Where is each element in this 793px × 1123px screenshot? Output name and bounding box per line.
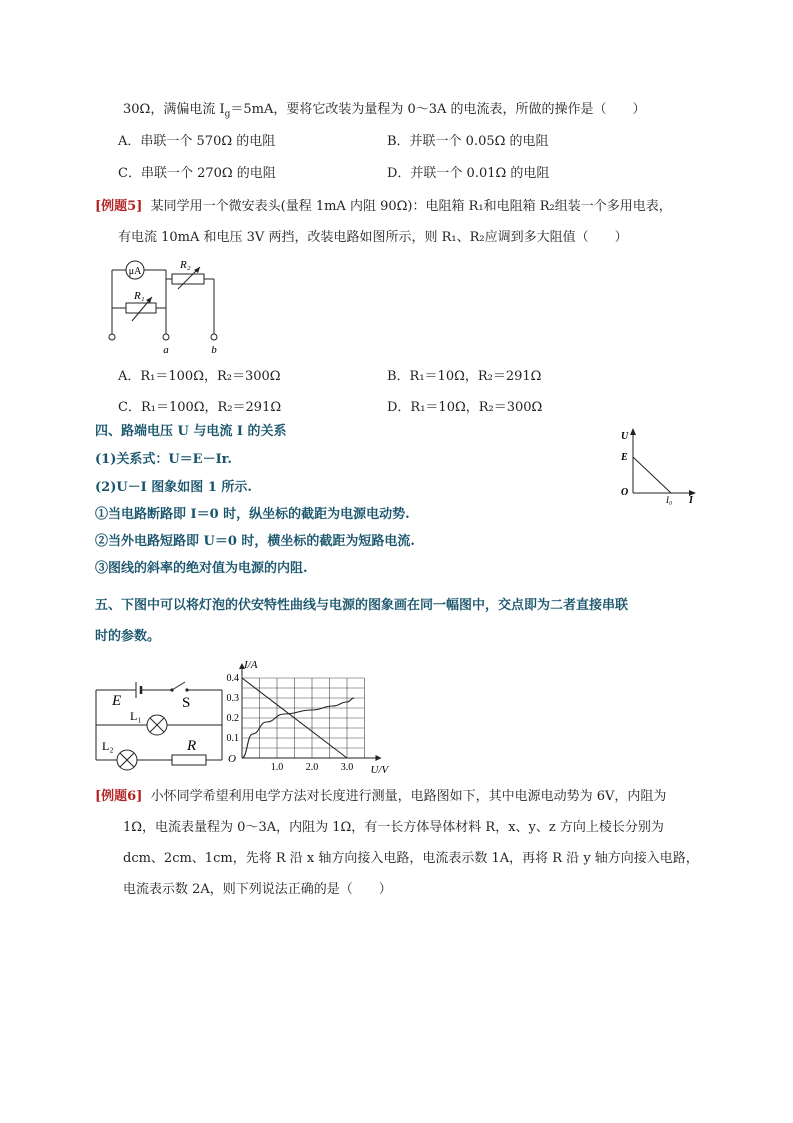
chart-origin-label: O bbox=[228, 753, 236, 765]
section-4-title: 四、路端电压 U 与电流 I 的关系 bbox=[95, 424, 287, 439]
example-6-line2: 1Ω，电流表量程为 0～3A，内阻为 1Ω，有一长方体导体材料 R，x、y、z 方向上棱长分别为 bbox=[123, 820, 664, 835]
switch-label: S bbox=[182, 695, 191, 711]
chart-y-label: I/A bbox=[244, 659, 258, 671]
option-b[interactable]: B．R₁＝10Ω，R₂＝291Ω bbox=[387, 369, 542, 384]
option-d[interactable]: D．R₁＝10Ω，R₂＝300Ω bbox=[387, 400, 543, 415]
example-6-line3: dcm、2cm、1cm，先将 R 沿 x 轴方向接入电路，电流表示数 1A，再将 R 沿 y 轴方向接入电路， bbox=[123, 851, 699, 866]
lamp-1-label: L₁ bbox=[130, 709, 142, 723]
x-tick-label: 1.0 bbox=[270, 762, 284, 773]
y-tick-label: 0.4 bbox=[226, 673, 239, 684]
example-6-line4: 电流表示数 2A，则下列说法正确的是（ ） bbox=[123, 882, 392, 897]
resistor-label: R bbox=[187, 738, 197, 754]
u-i-graph bbox=[615, 425, 705, 505]
option-c[interactable]: C．串联一个 270Ω 的电阻 bbox=[118, 166, 276, 181]
example-tag: [例题5] bbox=[95, 199, 143, 214]
example-tag: [例题6] bbox=[95, 789, 143, 804]
y-tick-label: 0.1 bbox=[226, 733, 239, 744]
emf-label: E bbox=[112, 693, 122, 709]
iv-chart bbox=[222, 658, 394, 776]
r2-label: R₂ bbox=[180, 259, 191, 271]
i-axis-label: I bbox=[689, 495, 693, 505]
example-6-line1: [例题6] 小怀同学希望利用电学方法对长度进行测量，电路图如下，其中电源电动势为 6V，内阻为 bbox=[95, 789, 667, 804]
i0-label: I₀ bbox=[666, 495, 673, 505]
lamp-2-label: L₂ bbox=[102, 739, 114, 753]
section-4-p3: ①当电路断路即 I＝0 时，纵坐标的截距为电源电动势. bbox=[95, 507, 410, 522]
terminal-a-label: a bbox=[163, 344, 169, 356]
option-a[interactable]: A．R₁＝100Ω，R₂＝300Ω bbox=[118, 369, 281, 384]
chart-x-label: U/V bbox=[370, 764, 389, 776]
option-c[interactable]: C．R₁＝100Ω，R₂＝291Ω bbox=[118, 400, 282, 415]
ammeter-conversion-circuit bbox=[108, 255, 218, 357]
example-5-line1: [例题5] 某同学用一个微安表头(量程 1mA 内阻 90Ω)：电阻箱 R₁和电阻箱 R₂组装一个多用电表， bbox=[95, 199, 672, 214]
origin-label: O bbox=[621, 487, 629, 498]
option-b[interactable]: B．并联一个 0.05Ω 的电阻 bbox=[387, 134, 549, 149]
option-d[interactable]: D．并联一个 0.01Ω 的电阻 bbox=[387, 166, 550, 181]
y-tick-label: 0.3 bbox=[226, 693, 239, 704]
y-tick-label: 0.2 bbox=[226, 713, 239, 724]
option-a[interactable]: A．串联一个 570Ω 的电阻 bbox=[118, 134, 276, 149]
example-5-line2: 有电流 10mA 和电压 3V 两挡，改装电路如图所示，则 R₁、R₂应调到多大阻值（ ） bbox=[118, 230, 628, 245]
lamp-circuit bbox=[92, 678, 227, 773]
section-5-line2: 时的参数。 bbox=[95, 629, 161, 644]
microammeter-label: μA bbox=[128, 266, 142, 277]
section-4-p2: (2)U－I 图象如图 1 所示. bbox=[95, 480, 252, 495]
r1-label: R₁ bbox=[134, 290, 145, 302]
section-5-line1: 五、下图中可以将灯泡的伏安特性曲线与电源的图象画在同一幅图中，交点即为二者直接串联 bbox=[95, 598, 629, 613]
section-4-p1: (1)关系式：U＝E－Ir. bbox=[95, 452, 232, 467]
section-4-p4: ②当外电路短路即 U＝0 时，横坐标的截距为短路电流. bbox=[95, 534, 415, 549]
e-intercept-label: E bbox=[621, 452, 628, 463]
question-text: 30Ω，满偏电流 $I_g=5mA$，要将它改装为量程为 0～3A 的电流表，所做的操作是（ ） bbox=[123, 102, 646, 120]
x-axis-arrow bbox=[376, 755, 382, 761]
u-axis-label: U bbox=[621, 431, 629, 442]
x-tick-label: 2.0 bbox=[305, 762, 319, 773]
x-tick-label: 3.0 bbox=[340, 762, 354, 773]
section-4-p5: ③图线的斜率的绝对值为电源的内阻. bbox=[95, 561, 308, 576]
terminal-b-label: b bbox=[211, 344, 217, 356]
